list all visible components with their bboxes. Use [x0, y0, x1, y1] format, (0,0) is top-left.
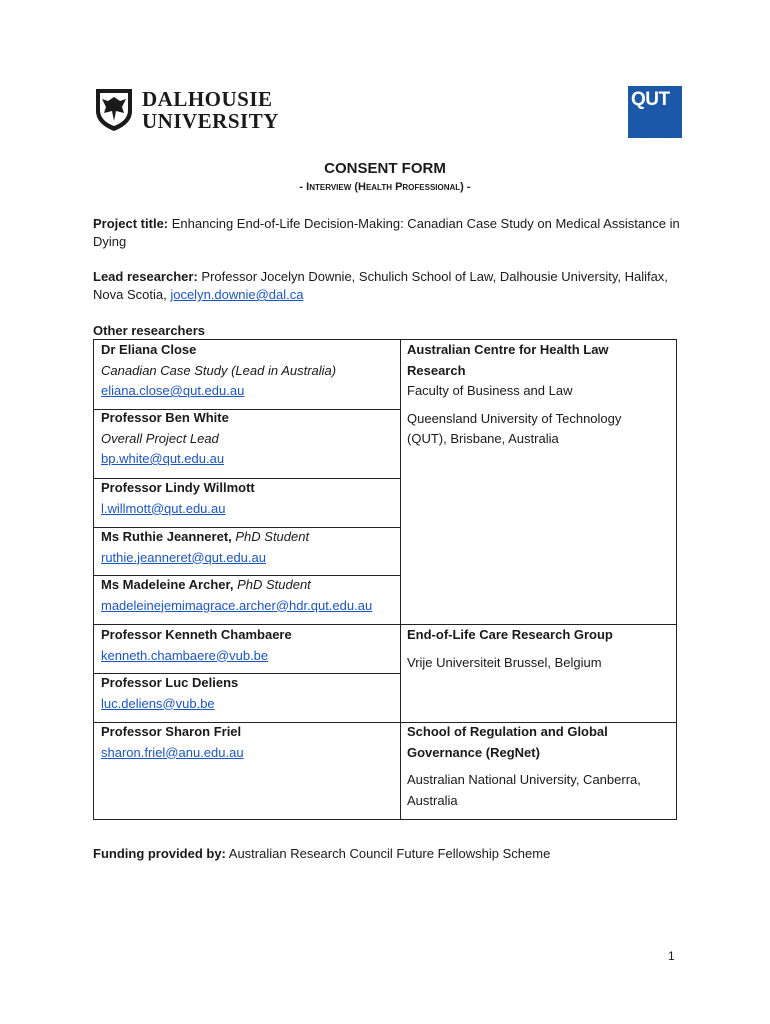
researcher-email-link[interactable]: bp.white@qut.edu.au	[101, 451, 225, 466]
researcher-name: Professor Kenneth Chambaere	[101, 627, 292, 642]
researcher-name: Dr Eliana Close	[101, 342, 197, 357]
table-row	[101, 625, 292, 666]
lead-researcher-value: Professor Jocelyn Downie, Schulich School of Law, Dalhousie University, Halifax, Nova Scotia,	[93, 269, 668, 302]
page-subtitle: - Interview (Health Professional) -	[299, 181, 471, 193]
institution-university: (QUT), Brisbane, Australia	[407, 431, 559, 446]
table-row	[101, 673, 238, 714]
page-title: CONSENT FORM	[324, 160, 446, 177]
institution-name: Research	[407, 362, 466, 378]
researcher-name: Professor Sharon Friel	[101, 724, 242, 739]
institution-name: Australian Centre for Health Law	[407, 342, 609, 357]
dalhousie-crest-icon	[94, 87, 134, 132]
researcher-name: Professor Luc Deliens	[101, 675, 239, 690]
institution-name: School of Regulation and Global	[407, 724, 608, 739]
researcher-role: Overall Project Lead	[101, 430, 219, 446]
researchers-table	[93, 339, 677, 820]
table-column-divider	[400, 340, 401, 819]
institution-block	[407, 340, 621, 450]
institution-university: Australian National University, Canberra,	[407, 772, 641, 787]
table-row	[101, 340, 336, 402]
institution-university: Queensland University of Technology	[407, 410, 622, 426]
researcher-name: Professor Ben White	[101, 410, 229, 425]
table-row	[101, 408, 229, 470]
researcher-email-link[interactable]: madeleinejemimagrace.archer@hdr.qut.edu.au	[101, 597, 373, 613]
researcher-email-link[interactable]: kenneth.chambaere@vub.be	[101, 647, 269, 663]
table-row	[101, 527, 309, 568]
researcher-email-link[interactable]: sharon.friel@anu.edu.au	[101, 744, 244, 760]
researcher-name: Ms Ruthie Jeanneret,	[101, 529, 232, 544]
researcher-email-link[interactable]: luc.deliens@vub.be	[101, 695, 215, 711]
funding-value: Australian Research Council Future Fellowship Scheme	[225, 846, 551, 861]
researcher-role: PhD Student	[231, 529, 310, 544]
researcher-email-link[interactable]: eliana.close@qut.edu.au	[101, 383, 245, 398]
funding-label: Funding provided by:	[93, 846, 226, 861]
institution-university: Australia	[407, 792, 458, 808]
researcher-role: PhD Student	[233, 577, 311, 592]
table-row	[101, 478, 255, 519]
funding-paragraph	[93, 845, 683, 863]
institution-block	[407, 625, 613, 673]
qut-logo	[628, 86, 682, 138]
project-title-label: Project title:	[93, 216, 169, 231]
researcher-name: Ms Madeleine Archer,	[101, 577, 234, 592]
lead-researcher-label: Lead researcher:	[93, 269, 198, 284]
lead-researcher-email-link[interactable]: jocelyn.downie@dal.ca	[170, 287, 304, 302]
other-researchers-heading: Other researchers	[93, 323, 206, 338]
institution-name: Governance (RegNet)	[407, 744, 540, 760]
researcher-name: Professor Lindy Willmott	[101, 480, 255, 495]
table-row	[101, 722, 244, 763]
dalhousie-wordmark-line2: UNIVERSITY	[142, 108, 279, 133]
researcher-email-link[interactable]: ruthie.jeanneret@qut.edu.au	[101, 549, 266, 565]
institution-department: Faculty of Business and Law	[407, 383, 573, 398]
institution-university: Vrije Universiteit Brussel, Belgium	[407, 654, 602, 670]
lead-researcher-paragraph	[93, 268, 683, 304]
table-row	[101, 575, 372, 616]
researcher-role: Canadian Case Study (Lead in Australia)	[101, 362, 337, 378]
dalhousie-logo	[94, 87, 279, 132]
project-title-value: Enhancing End-of-Life Decision-Making: Canadian Case Study on Medical Assistance in Dying	[93, 216, 680, 249]
qut-logo-text: QUT	[631, 89, 670, 110]
page-number: 1	[668, 949, 675, 963]
researcher-email-link[interactable]: l.willmott@qut.edu.au	[101, 500, 226, 516]
project-title-paragraph	[93, 215, 683, 251]
dalhousie-wordmark-line1: DALHOUSIE	[142, 86, 273, 111]
institution-block	[407, 722, 641, 811]
institution-name: End-of-Life Care Research Group	[407, 627, 613, 642]
